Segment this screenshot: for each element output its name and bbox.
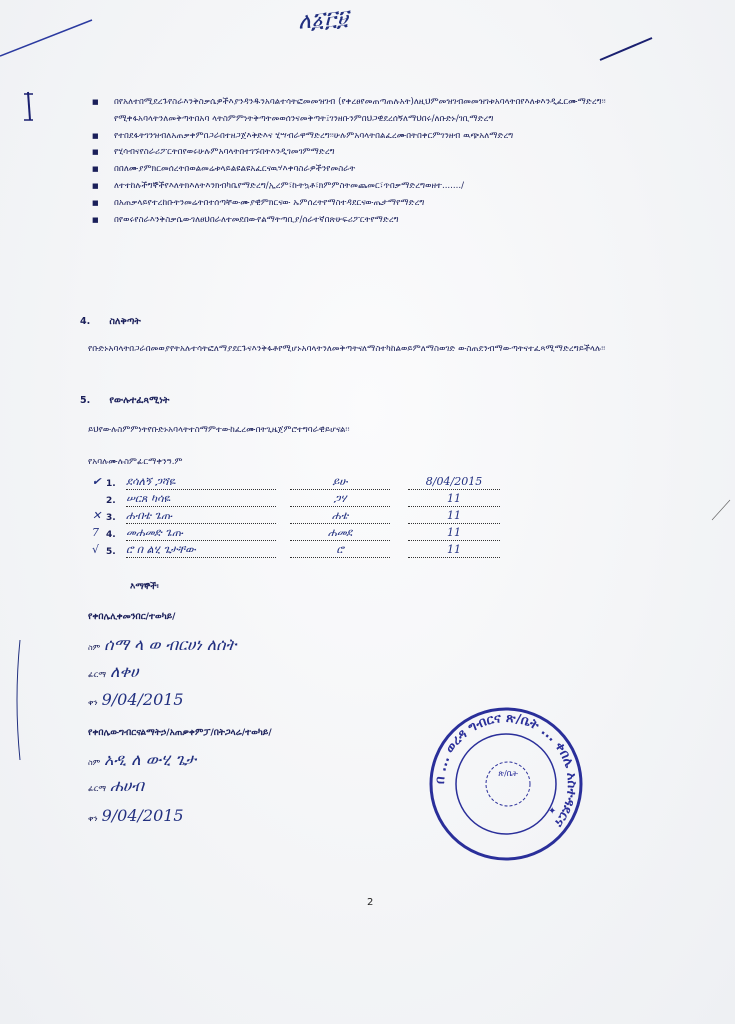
section-5-body: ይህየውሉስምምነትየቡድኑአባላትተስማምተውከፈረሙበትጊዜጀምሮተግባራዊይሆናል፡፡ xyxy=(88,425,350,435)
witness-2-heading: የቀበሌውግብርናልማትኃ/አጠቃቀምፓ/በትጋላሬ/ተወካይ/ xyxy=(88,728,272,738)
witness-1-name: ሰማ ላ ወ ብርሀነ ለሰት xyxy=(104,635,237,654)
member-signature: ጋሃ xyxy=(290,492,390,507)
stamp-outer-text: በ ... ወረዳ ግብርና ጽ/ቤት ... ቀበሌ አስተዳደርና xyxy=(432,710,580,830)
member-date: 8/04/2015 xyxy=(408,475,500,490)
witness-1-name-field xyxy=(88,635,236,655)
section-number: 4. xyxy=(80,316,91,327)
member-name: ሮ በ ልሂ ጌታቸው xyxy=(126,543,276,558)
field-label: ስም xyxy=(88,758,101,767)
handwritten-page-number: ለ፩፫፱ xyxy=(297,6,350,35)
section-5-heading xyxy=(80,395,169,406)
list-item: ■ በየአለተበሚደረጉየስራእንቅስቃሴዎችእያንዳንዱንአባልተሳትፎመመዝገብ (የቀረፀየመጠጣጠሉአት)ለዚህምመዝገብመመዝገቱአባላትበየእለቱእንዲፈርሙማድረግ፡፡የሚቀፋአባላትንለመቅጣትበአባ ላትስምምነትቅጣትመወሰንናመቅጣት፤ገንዘቡንምበህጋዊደረሰኝለማህበሩ/ለቡድኑ/ገቢማድረግ xyxy=(92,94,692,128)
field-label: ስም xyxy=(88,643,101,652)
members-table-title: የአባሉሙሉስምፊርማቀንዓ.ም xyxy=(88,457,183,467)
member-date: 11 xyxy=(408,543,500,558)
member-name: ሐብቴ ጌጡ xyxy=(126,509,276,524)
witness-2-signature: ሐሀብ xyxy=(110,776,144,795)
member-signature: ሐቴ xyxy=(290,509,390,524)
list-item: ■ የሂሳብናየስራሪፖርትበየወሩሁሉምአባላትበተገኙበትእንዲገመገምማድረግ xyxy=(92,144,692,161)
witness-1-signature-field xyxy=(88,662,139,682)
witness-2-date-field xyxy=(88,806,184,825)
member-name: ሠርጸ ካሳዬ xyxy=(126,492,276,507)
list-item: ■ ለተተከሉችግኞችየእለትክእለትእንክብካቤየማድረግ/ኢረም፣ኩትኳቶ፣ክምምስትመጨመር፣ጥበቃማድረግወዘተ......./ xyxy=(92,178,692,195)
member-row xyxy=(90,509,510,526)
field-label: ፊርማ xyxy=(88,784,107,793)
member-date: 11 xyxy=(408,492,500,507)
witness-2-name: አዲ ለ ውሂ ጌታ xyxy=(104,750,196,769)
witness-2-name-field xyxy=(88,750,196,770)
section-title: የውሉተፈጻሚነት xyxy=(109,395,170,406)
check-mark: √ xyxy=(92,543,100,556)
member-row xyxy=(90,526,510,543)
field-label: ቀን xyxy=(88,814,98,823)
section-number: 5. xyxy=(80,395,91,406)
member-signature: ሐመደ xyxy=(290,526,390,541)
check-mark: 7 xyxy=(92,526,99,539)
witness-1-heading: የቀበሌሊቀመንበር/ተወካይ/ xyxy=(88,612,176,622)
member-number: 2. xyxy=(106,496,116,506)
member-number: 1. xyxy=(106,479,116,489)
witness-1-date-field xyxy=(88,690,184,709)
member-date: 11 xyxy=(408,509,500,524)
section-title: ስለቅጣት xyxy=(109,316,141,327)
list-item: ■ በበለሙያምክርመሰረትበወልመሬቱላይልዩልዩአፈርናዉሃእቀባስራዎችንየመስራት xyxy=(92,161,692,178)
witness-2-date: 9/04/2015 xyxy=(101,806,184,825)
member-row xyxy=(90,492,510,509)
list-item: ■ የተበደፋትገንዝብለአጠቃቀምበጋራበተዘጋጀእቅድእና ሂሣብራዋማድረግ፡፡ሁሉምአባላትበልፈረሙበትበቀርምገንዘብ ዉጭአለማድረግ xyxy=(92,128,692,145)
check-mark: ✕ xyxy=(92,509,102,522)
member-name: መሐመድ ጌጡ xyxy=(126,526,276,541)
stamp-star-icon: ✦ xyxy=(548,806,557,817)
field-label: ቀን xyxy=(88,698,98,707)
members-list xyxy=(90,475,510,560)
witnesses-heading: እማኞች፡ xyxy=(130,582,159,592)
member-row xyxy=(90,475,510,492)
section-4-heading xyxy=(80,316,141,327)
member-signature: ሮ xyxy=(290,543,390,558)
member-signature: ይሁ xyxy=(290,475,390,490)
member-row xyxy=(90,543,510,560)
responsibility-list xyxy=(92,94,692,228)
section-4-body: የቡድኑአባላትበጋራበመወያየትአሉተሳትፎለማያደርጉናእንቅፋቶየሚሆኑአባላትንለመቅጣትናለማስተካከልወይምለማስወገድ ውስጠደንብማውጣትናተፈጻሚማድረግይችላሉ፡፡ xyxy=(88,344,606,354)
member-date: 11 xyxy=(408,526,500,541)
member-number: 5. xyxy=(106,547,116,557)
member-number: 3. xyxy=(106,513,116,523)
member-name: ደሳለኝ ጋሻዬ xyxy=(126,475,276,490)
page-number: 2 xyxy=(367,897,374,908)
witness-2-signature-field xyxy=(88,776,144,796)
list-item: ■ በየወሩየስራእንቅስቃሴውገለፀህበራለተመደበውየልማትጣቢያ/ሰራተኛበጽሁፍሪፖርትየማድረግ xyxy=(92,212,692,229)
check-mark: ✔ xyxy=(92,475,102,488)
witness-1-signature: ለቀሀ xyxy=(110,662,139,681)
list-item: ■ በአጠቃላይየተረከቡትንመሬትበተሰጣቸውሙያዊምክርናው ኡምሰረትየማስተዳደርናውጤታማየማድረግ xyxy=(92,195,692,212)
field-label: ፊርማ xyxy=(88,670,107,679)
stamp-inner-text: ጽ/ቤት xyxy=(498,769,518,778)
official-stamp xyxy=(428,706,584,862)
witness-1-date: 9/04/2015 xyxy=(101,690,184,709)
member-number: 4. xyxy=(106,530,116,540)
